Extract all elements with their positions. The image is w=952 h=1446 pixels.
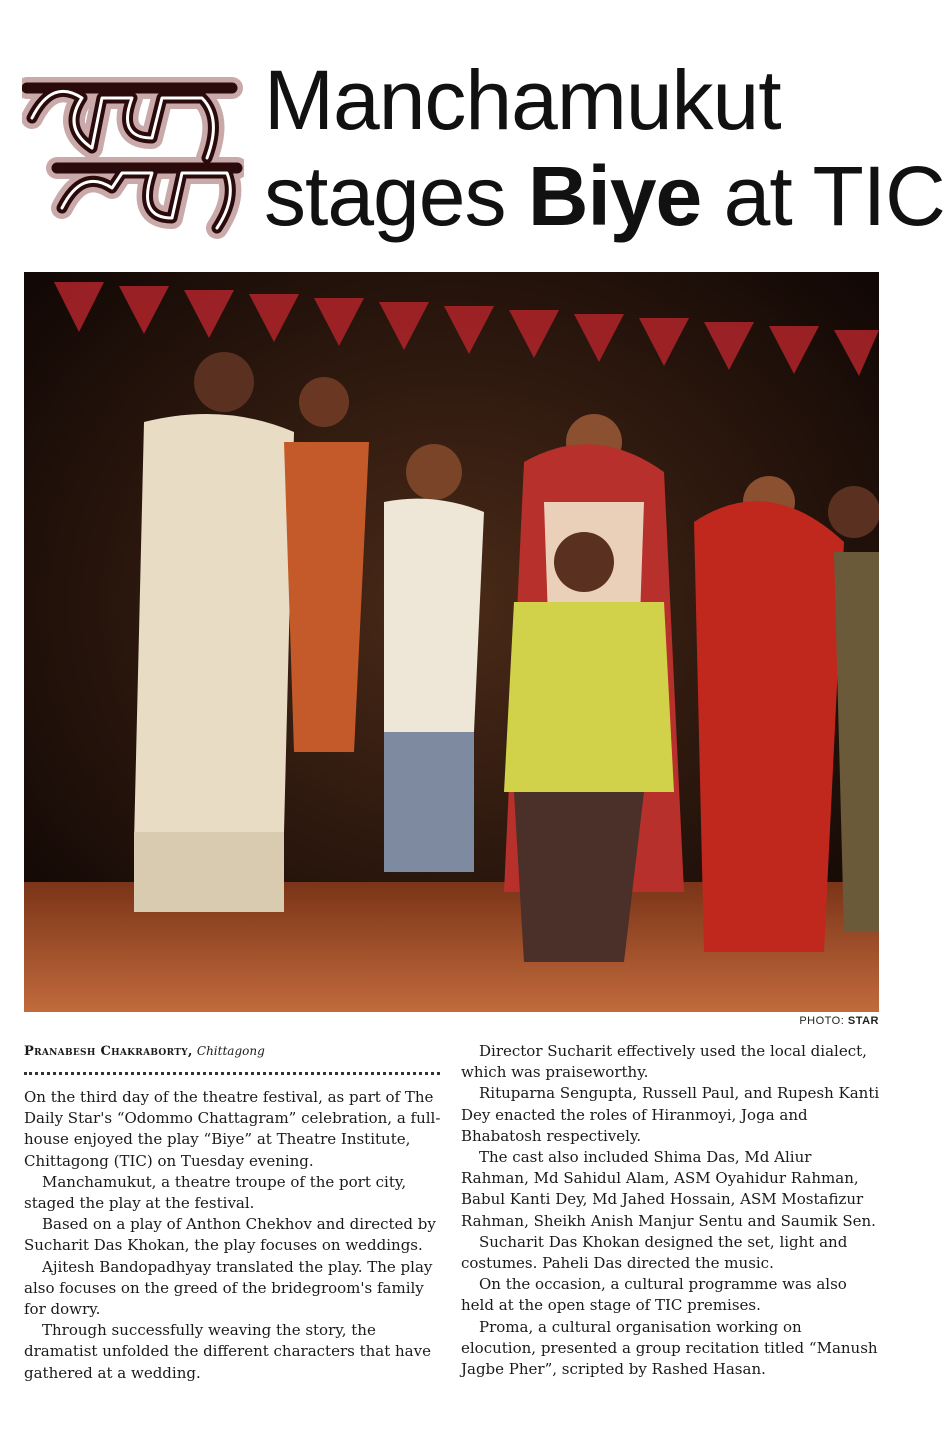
headline-line-1: Manchamukut xyxy=(264,53,781,147)
byline-divider xyxy=(24,1064,440,1075)
paragraph: Sucharit Das Khokan designed the set, light and costumes. Paheli Das directed the music. xyxy=(461,1232,848,1273)
headline-line-2: stages Biye at TIC xyxy=(264,149,945,243)
photo-credit: PHOTO: STAR xyxy=(799,1015,879,1027)
byline-author: Pranabesh Chakraborty, xyxy=(24,1044,193,1059)
article-column-2 xyxy=(461,1041,881,1380)
paragraph: Manchamukut, a theatre troupe of the port city, staged the play at the festival. xyxy=(24,1172,407,1213)
byline xyxy=(24,1042,442,1061)
festival-logo xyxy=(22,58,244,248)
paragraph: On the occasion, a cultural programme was also held at the open stage of TIC premises. xyxy=(461,1275,847,1315)
byline-location: Chittagong xyxy=(196,1044,265,1058)
article-column-1 xyxy=(24,1087,444,1384)
paragraph: Director Sucharit effectively used the local dialect, which was praiseworthy. xyxy=(461,1042,867,1082)
paragraph: On the third day of the theatre festival, as part of The Daily Star's “Odommo Chattagram” celebration, a full-house enjoyed the play “Biye” at Theatre Institute, Chittagong (TIC) on Tuesday evening. xyxy=(24,1088,441,1170)
paragraph: Proma, a cultural organisation working on elocution, presented a group recitation titled “Manush Jagbe Pher”, scripted by Rashed Hasan. xyxy=(461,1317,878,1379)
paragraph: Rituparna Sengupta, Russell Paul, and Rupesh Kanti Dey enacted the roles of Hiranmoyi, Joga and Bhabatosh respectively. xyxy=(461,1084,880,1145)
headline xyxy=(264,52,944,244)
paragraph: Based on a play of Anthon Chekhov and directed by Sucharit Das Khokan, the play focuses on weddings. xyxy=(24,1215,436,1255)
stage-photo xyxy=(24,272,879,1012)
paragraph: Through successfully weaving the story, the dramatist unfolded the different characters that have gathered at a wedding. xyxy=(24,1321,431,1382)
paragraph: Ajitesh Bandopadhyay translated the play. The play also focuses on the greed of the bridegroom's family for dowry. xyxy=(24,1257,433,1319)
paragraph: The cast also included Shima Das, Md Aliur Rahman, Md Sahidul Alam, ASM Oyahidur Rahman, Babul Kanti Dey, Md Jahed Hossain, ASM Mostafizur Rahman, Sheikh Anish Manjur Sentu and Saumik Sen. xyxy=(461,1148,876,1230)
